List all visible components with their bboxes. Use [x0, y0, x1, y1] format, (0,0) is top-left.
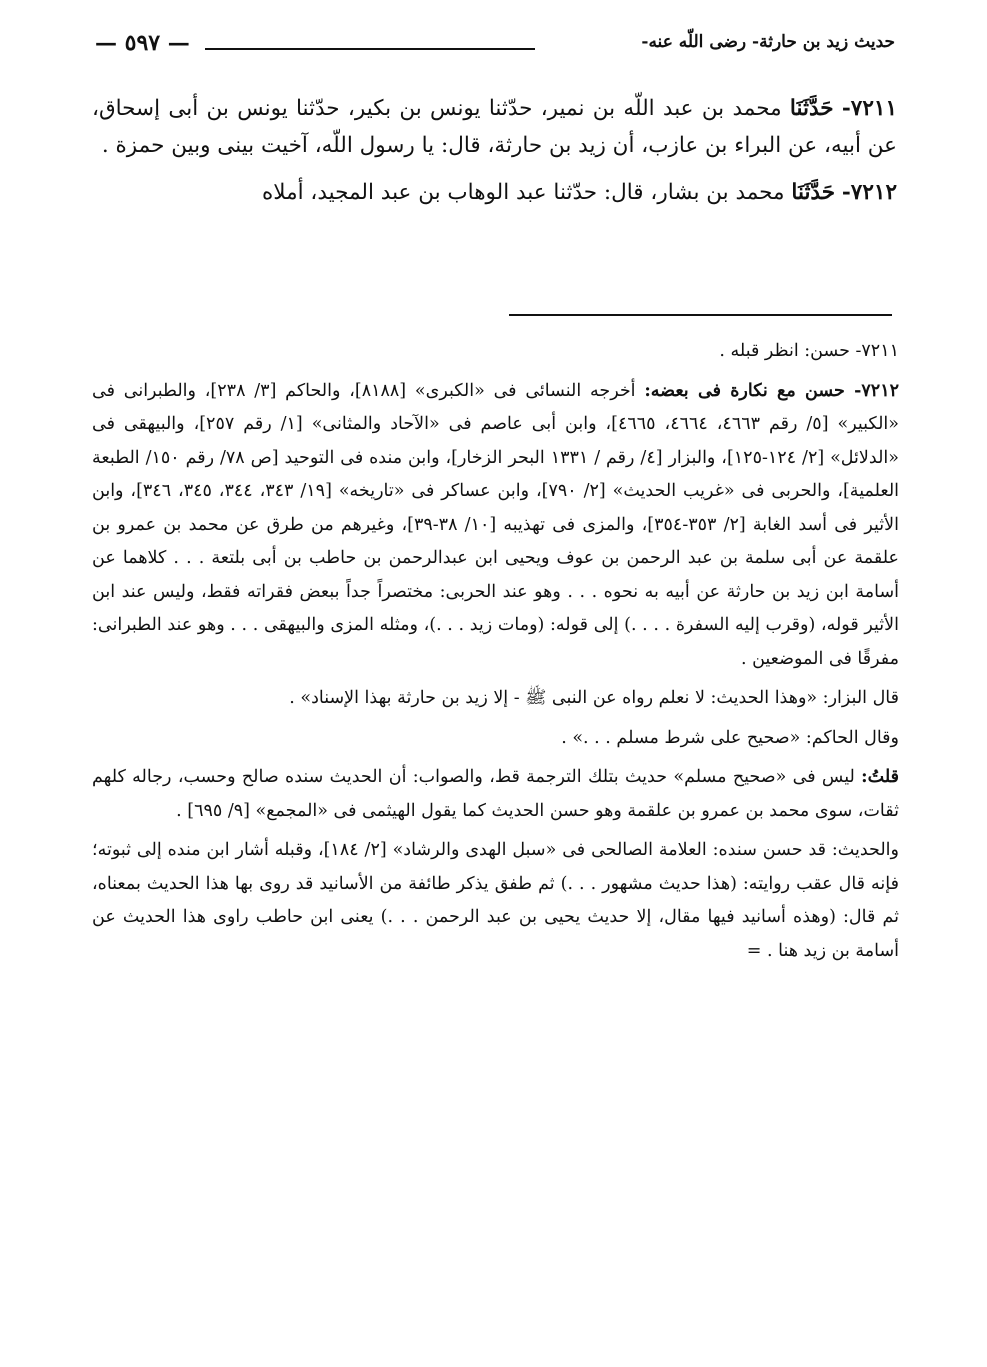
footnotes [92, 335, 899, 974]
page-number: — ٥٩٧ — [95, 30, 190, 56]
note-bazzar: قال البزار: «وهذا الحديث: لا نعلم رواه عن النبى ﷺ - إلا زيد بن حارثة بهذا الإسناد» . [289, 688, 899, 708]
note-hakim: وقال الحاكم: «صحيح على شرط مسلم . . .» . [561, 727, 899, 748]
hadith-number: ٧٢١١- [841, 96, 897, 121]
hadith-text: محمد بن عبد اللّه بن نمير، حدّثنا يونس بن بكير، حدّثنا يونس بن أبى إسحاق، عن أبيه، عن البراء بن عازب، أن زيد بن حارثة، قال: يا رسول اللّه، آخيت بينى وبين حمزة . [92, 96, 897, 158]
hadith-lead: حَدَّثَنَا [789, 96, 834, 121]
main-text [92, 90, 897, 221]
note-7212 [92, 375, 899, 677]
note-text: انظر قبله . [719, 341, 799, 361]
note-hadith-para: والحديث: قد حسن سنده: العلامة الصالحى فى «سبل الهدى والرشاد» [٢/ ١٨٤]، وقبله أشار ابن منده إلى ثبوته؛ فإنه قال عقب روايته: (هذا حديث مشهور . . .) ثم طفق يذكر طائفة من الأسانيد قد روى بها هذا الحديث بمعناه، ثم قال: (وهذه أسانيد فيها مقال، إلا حديث يحيى بن عبد الرحمن . . .) يعنى ابن حاطب راوى هذا الحديث عن أسامة بن زيد هنا . = [92, 840, 899, 961]
header-title: حديث زيد بن حارثة- رضى اللّه عنه- [641, 32, 895, 52]
hadith-7211 [92, 90, 897, 164]
hadith-text: محمد بن بشار، قال: حدّثنا عبد الوهاب بن عبد المجيد، أملاه [261, 180, 785, 205]
note-text: أخرجه النسائى فى «الكبرى» [٨١٨٨]، والحاكم [٣/ ٢٣٨]، والطبرانى فى «الكبير» [٥/ رقم ٤٦٦٣، ٤٦٦٤، ٤٦٦٥]، وابن أبى عاصم فى «الآحاد والمثانى» [١/ رقم ٢٥٧]، والبيهقى فى «الدلائل» [٢/ ١٢٤-١٢٥]، والبزار [٤/ رقم / ١٣٣١ البحر الزخار]، وابن منده فى التوحيد [ص ٧٨/ رقم ١٥٠/ الطبعة العلمية]، والحربى فى «غريب الحديث» [٢/ ٧٩٠]، وابن عساكر فى «تاريخه» [١٩/ ٣٤٣، ٣٤٤، ٣٤٥، ٣٤٦]، وابن الأثير فى أسد الغابة [٢/ ٣٥٣-٣٥٤]، والمزى فى تهذيبه [١٠/ ٣٨-٣٩]، وغيرهم من طرق عن محمد بن عمرو بن علقمة عن أبى سلمة بن عبد الرحمن بن عوف ويحيى ابن عبدالرحمن بن حاطب بن أبى بلتعة . . . كلاهما عن أسامة ابن زيد بن حارثة عن أبيه به نحوه . . . وهو عند الحربى: مختصراً جداً ببعض فقراته فقط، وليس عند ابن الأثير قوله، (وقرب إليه السفرة . . . .) إلى قوله: (ومات زيد . . .)، ومثله المزى والبيهقى . . . وهو عند الطبرانى: مفرقًا فى الموضعين . [92, 380, 900, 669]
note-qultu [92, 761, 899, 828]
header-rule [205, 48, 535, 50]
note-label: ٧٢١٢- حسن مع نكارة فى بعضه: [644, 380, 899, 401]
hadith-7212 [92, 174, 897, 211]
note-7211 [92, 335, 899, 369]
note-label: قلتُ: [861, 767, 899, 787]
note-text: ليس فى «صحيح مسلم» حديث بتلك الترجمة قط، والصواب: أن الحديث سنده صالح وحسب، رجاله كلهم ثقات، سوى محمد بن عمرو بن علقمة وهو حسن الحديث كما يقول الهيثمى فى «المجمع» [٩/ ٦٩٥] . [92, 767, 899, 821]
hadith-number: ٧٢١٢- [841, 180, 897, 205]
hadith-lead: حَدَّثَنَا [791, 180, 836, 205]
footnote-divider [509, 314, 892, 316]
note-label: ٧٢١١- حسن: [804, 341, 899, 361]
running-header [95, 30, 895, 64]
